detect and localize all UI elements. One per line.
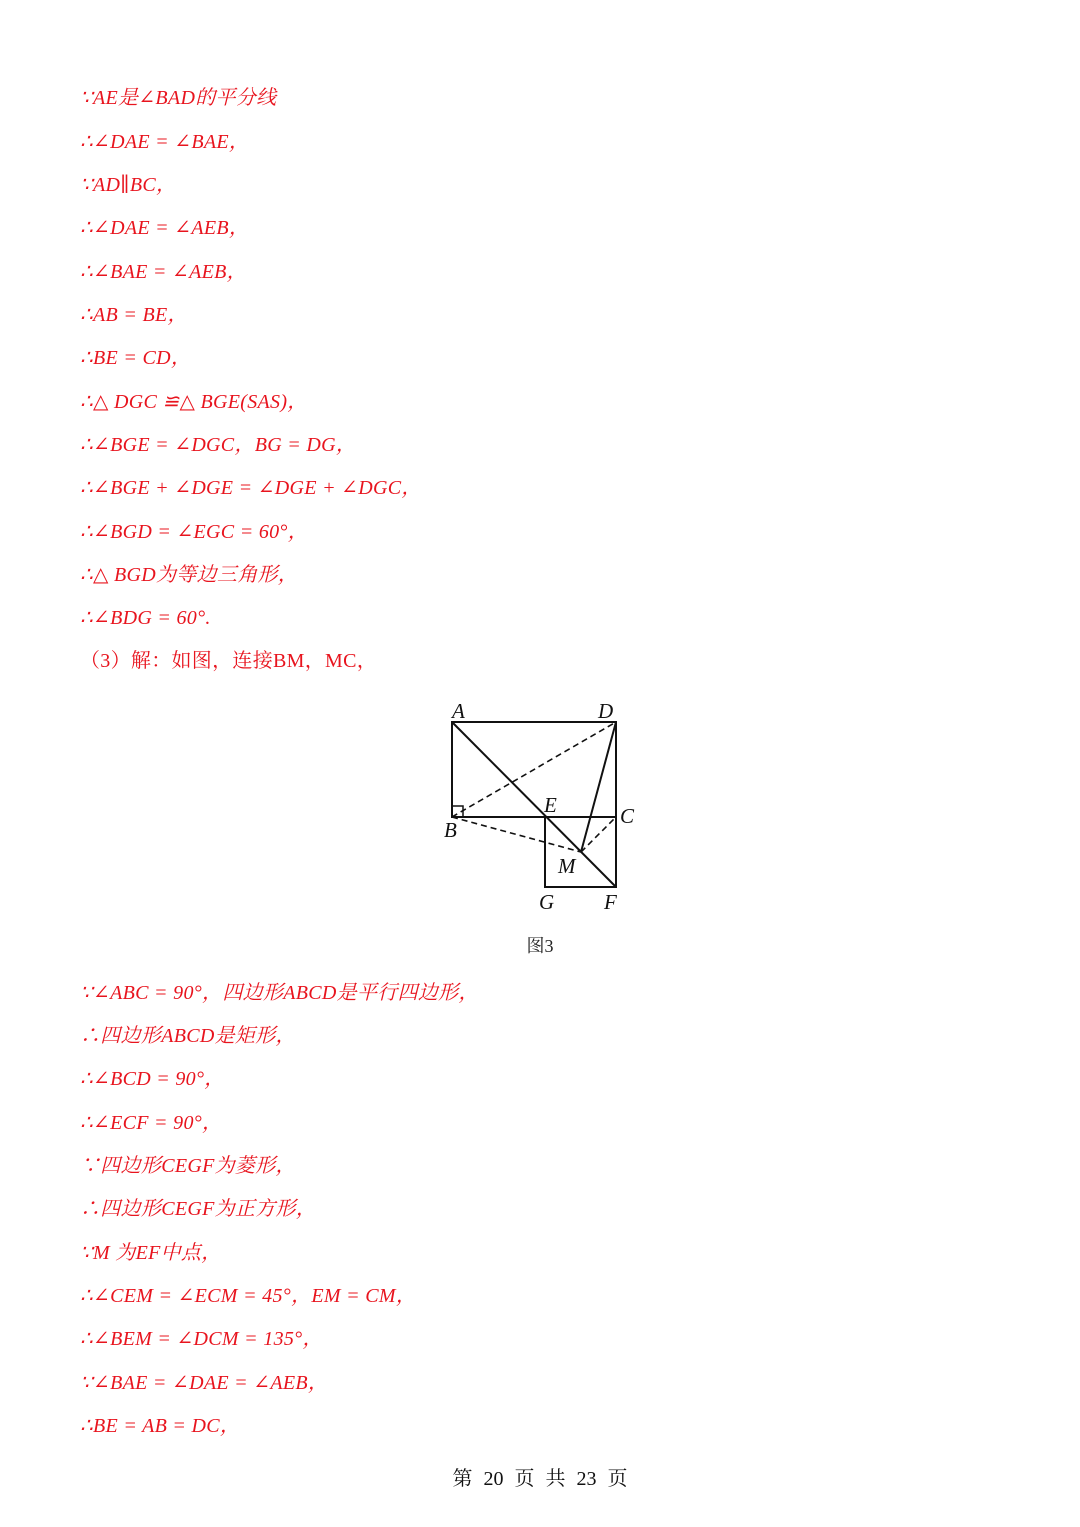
label-D: D (598, 699, 614, 723)
geometry-figure (430, 695, 650, 920)
label-F: F (604, 890, 617, 914)
label-B: B (444, 818, 457, 842)
proof-line: ∵M 为EF中点， (80, 1242, 222, 1264)
label-M: M (558, 854, 576, 878)
page-footer: 第 20 页 共 23 页 (452, 1468, 628, 1490)
proof-line: ∴△ DGC ≌△ BGE(SAS)， (80, 391, 308, 413)
segment-AF (452, 722, 616, 887)
proof-line: ∴四边形CEGF为正方形， (80, 1198, 317, 1220)
proof-line: ∴∠CEM = ∠ECM = 45°，EM = CM， (80, 1285, 417, 1307)
proof-line: ∵AE是∠BAD的平分线 (80, 87, 277, 109)
proof-line: ∵四边形CEGF为菱形， (80, 1155, 296, 1177)
label-E: E (544, 793, 557, 817)
figure-caption: 图3 (526, 936, 554, 956)
proof-line: ∴BE = AB = DC， (80, 1415, 241, 1437)
proof-line: ∴BE = CD， (80, 347, 192, 369)
proof-line: ∴∠DAE = ∠BAE， (80, 131, 250, 153)
segment-BD-dashed (452, 722, 616, 817)
segment-DM (581, 722, 616, 852)
proof-line: ∴△ BGD为等边三角形， (80, 564, 299, 586)
proof-line: ∴∠BCD = 90°， (80, 1068, 225, 1090)
solution-part3-heading: （3）解：如图，连接BM，MC， (80, 650, 378, 672)
label-G: G (539, 890, 555, 914)
proof-line: ∴∠BEM = ∠DCM = 135°， (80, 1328, 323, 1350)
proof-line: ∴四边形ABCD是矩形， (80, 1025, 296, 1047)
proof-line: ∴∠BGE = ∠DGC，BG = DG， (80, 434, 357, 456)
proof-line: ∴∠ECF = 90°， (80, 1112, 223, 1134)
proof-line: ∴∠BGE + ∠DGE = ∠DGE + ∠DGC， (80, 477, 422, 499)
proof-line: ∴∠BGD = ∠EGC = 60°， (80, 521, 309, 543)
proof-line: ∴∠BAE = ∠AEB， (80, 261, 247, 283)
label-C: C (620, 804, 635, 828)
figure-solid-lines (452, 722, 616, 887)
proof-line: ∴AB = BE， (80, 304, 188, 326)
proof-line: ∵∠ABC = 90°，四边形ABCD是平行四边形， (80, 982, 479, 1004)
label-A: A (452, 699, 465, 723)
proof-line: ∵∠BAE = ∠DAE = ∠AEB， (80, 1372, 329, 1394)
segment-BM-dashed (452, 817, 581, 852)
figure-dashed-lines (452, 722, 616, 852)
proof-line: ∴∠DAE = ∠AEB， (80, 217, 250, 239)
proof-line: ∴∠BDG = 60°. (80, 607, 211, 629)
proof-line: ∵AD∥BC， (80, 174, 177, 196)
